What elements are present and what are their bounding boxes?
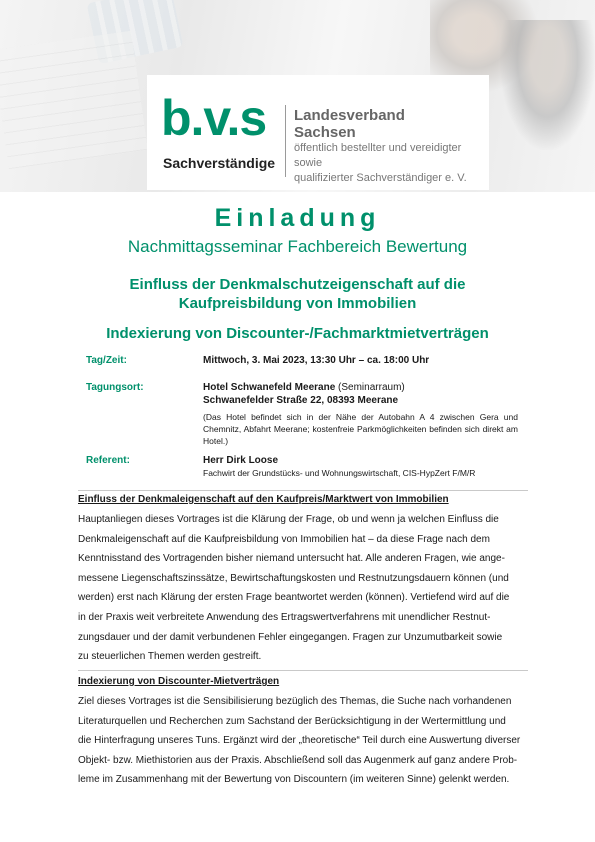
paragraph-line: zu steuerlichen Themen werden gestreift.	[78, 651, 262, 663]
section-2-heading: Indexierung von Discounter-Mietverträgen	[78, 676, 280, 687]
paragraph-line: die Hinterfragung unseres Tuns. Ergänzt wird der „theoretische“ Teil durch eine Auswertung diverser	[78, 735, 521, 747]
paragraph-line: Literaturquellen und Recherchen zum Sachstand der Berücksichtigung in der Wertermittlung und	[78, 715, 506, 727]
topic-1-title	[0, 275, 595, 313]
date-label: Tag/Zeit:	[86, 355, 127, 366]
page-title: Einladung	[214, 204, 381, 232]
paragraph-line: werden) erst nach Klärung der ersten Frage beantwortet werden (können). Vertiefend wird auf die	[78, 592, 510, 604]
org-line: öffentlich bestellter und vereidigter sowie	[294, 142, 462, 169]
paragraph-line: zungsdauer und der damit verbundenen Fehler eingegangen. Fragen zur Unzumutbarkeit sowie	[78, 631, 503, 643]
venue-room: (Seminarraum)	[335, 382, 405, 393]
paragraph-line: Denkmaleigenschaft auf die Kaufpreisbildung von Immobilien hat – da diese Frage nach dem	[78, 533, 490, 545]
paragraph-line: leme im Zusammenhang mit der Bewertung von Discountern (im weiteren Sinne) gelenkt werden.	[78, 774, 510, 786]
venue-name: Hotel Schwanefeld Meerane	[203, 382, 336, 393]
section-divider	[78, 490, 528, 491]
section-divider	[78, 670, 528, 671]
org-line: Landesverband	[294, 107, 405, 124]
paragraph-line: Kenntnisstand des Vortragenden bisher niemand untersucht hat. Alle anderen Fragen, wie ange-	[78, 553, 505, 565]
paragraph-line: in der Praxis weit verbreitete Anwendung des Ertragswertverfahrens mit unendlicher Restnut-	[78, 611, 491, 623]
venue-name-line	[203, 382, 518, 393]
speaker-name: Herr Dirk Loose	[203, 455, 279, 466]
section-2-body	[78, 692, 530, 790]
topic-1-line: Kaufpreisbildung von Immobilien	[178, 295, 417, 312]
topic-1-line: Einfluss der Denkmalschutzeigenschaft auf die	[129, 276, 466, 293]
org-line: qualifizierter Sachverständiger e. V.	[294, 172, 467, 184]
section-1-heading: Einfluss der Denkmaleigenschaft auf den Kaufpreis/Marktwert von Immobilien	[78, 494, 449, 505]
section-1-body	[78, 510, 530, 667]
venue-note: (Das Hotel befindet sich in der Nähe der Autobahn A 4 zwischen Gera und Chemnitz, Abfahrt Meerane; kostenfreie Parkmöglichkeiten befinden sich direkt am Hotel.)	[203, 412, 518, 446]
paragraph-line: Ziel dieses Vortrages ist die Sensibilisierung bezüglich des Themas, die Suche nach vorhandenen	[78, 696, 512, 707]
organization-name	[294, 107, 489, 186]
page-subtitle: Nachmittagsseminar Fachbereich Bewertung	[127, 237, 468, 256]
org-line: Sachsen	[294, 124, 356, 141]
paragraph-line: Objekt- bzw. Miethistorien aus der Praxis. Abschließend soll das Augenmerk auf ganz andere Prob-	[78, 754, 518, 766]
speaker-title: Fachwirt der Grundstücks- und Wohnungswirtschaft, CIS-HypZert F/M/R	[203, 468, 476, 478]
person-image	[500, 20, 595, 150]
venue-address: Schwanefelder Straße 22, 08393 Meerane	[203, 395, 399, 406]
topic-2-title: Indexierung von Discounter-/Fachmarktmietverträgen	[106, 325, 489, 342]
date-value: Mittwoch, 3. Mai 2023, 13:30 Uhr – ca. 18:00 Uhr	[203, 355, 430, 366]
paragraph-line: messene Liegenschaftszinssätze, Bewirtschaftungskosten und Restnutzungsdauern können (und	[78, 572, 509, 584]
logo-subtitle: Sachverständige	[163, 155, 276, 171]
speaker-label: Referent:	[86, 455, 130, 466]
paper-grid-image	[0, 31, 148, 169]
bvs-logo: b.v.s	[161, 90, 267, 146]
logo-panel	[147, 75, 489, 190]
venue-label: Tagungsort:	[86, 382, 144, 393]
logo-divider	[285, 105, 286, 177]
paragraph-line: Hauptanliegen dieses Vortrages ist die Klärung der Frage, ob und wenn ja welchen Einfluss die	[78, 514, 499, 525]
